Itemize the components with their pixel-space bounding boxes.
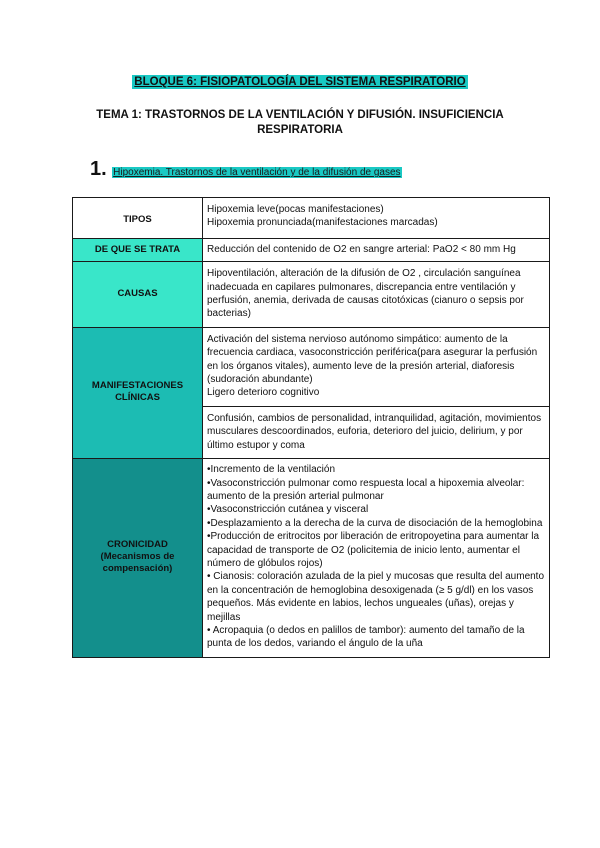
cronicidad-item: •Desplazamiento a la derecha de la curva de disociación de la hemoglobina bbox=[207, 517, 543, 529]
label-que-se-trata bbox=[73, 238, 203, 261]
cronicidad-item: •Vasoconstricción cutánea y visceral bbox=[207, 504, 369, 516]
label-manifestaciones-line1: MANIFESTACIONES bbox=[91, 380, 184, 392]
label-cronicidad-line2: (Mecanismos de bbox=[100, 551, 175, 563]
label-que-se-trata-text: DE QUE SE TRATA bbox=[94, 243, 181, 255]
label-causas bbox=[73, 262, 203, 328]
cell-manifestaciones-simpatico bbox=[203, 327, 550, 406]
block-heading bbox=[0, 72, 600, 90]
manifestaciones-text: Activación del sistema nervioso autónomo simpático: aumento de la frecuencia cardiaca, vasoconstricción periférica(para asegurar la perfusión en los órganos vitales), aumento leve de la presión arterial, diaforesis (sudoración abundante) bbox=[207, 333, 538, 386]
cronicidad-item: •Vasoconstricción pulmonar como respuesta local a hipoxemia alveolar: aumento de la presión arterial pulmonar bbox=[207, 477, 525, 502]
row-tipos bbox=[73, 198, 550, 239]
label-tipos bbox=[73, 198, 203, 239]
topic-heading bbox=[70, 108, 530, 138]
cronicidad-item: • Cianosis: coloración azulada de la piel y mucosas que resulta del aumento en la concentración de hemoglobina desoxigenada (≥ 5 g/dl) en los vasos pequeños. Más evidente en labios, lechos ungueales (uñas), orejas y mejillas bbox=[207, 571, 545, 623]
summary-table bbox=[72, 197, 550, 658]
section-heading bbox=[90, 158, 402, 181]
row-que-se-trata bbox=[73, 238, 550, 261]
cronicidad-item: •Incremento de la ventilación bbox=[207, 464, 336, 476]
label-tipos-text: TIPOS bbox=[123, 214, 152, 226]
cell-manifestaciones-neuro bbox=[203, 406, 550, 458]
tipos-line: Hipoxemia leve(pocas manifestaciones) bbox=[207, 204, 384, 215]
cronicidad-item: • Acropaquia (o dedos en palillos de tambor): aumento del tamaño de la punta de los dedos, variando el ángulo de la uña bbox=[207, 624, 525, 650]
row-cronicidad bbox=[73, 459, 550, 658]
cell-tipos bbox=[203, 198, 550, 239]
section-title: Hipoxemia. Trastornos de la ventilación y de la difusión de gases bbox=[113, 167, 401, 178]
manifestaciones-extra: Ligero deterioro cognitivo bbox=[207, 387, 320, 399]
tipos-line: Hipoxemia pronunciada(manifestaciones marcadas) bbox=[207, 217, 438, 229]
label-cronicidad-line1: CRONICIDAD bbox=[107, 539, 168, 551]
block-title: BLOQUE 6: FISIOPATOLOGÍA DEL SISTEMA RESPIRATORIO bbox=[134, 76, 466, 88]
cronicidad-item: •Producción de eritrocitos por liberación de eritropoyetina para aumentar la capacidad de transporte de O2 (policitemia de inicio lento, aumentar el número de glóbulos rojos) bbox=[207, 531, 540, 569]
label-cronicidad bbox=[73, 459, 203, 658]
cell-cronicidad bbox=[203, 459, 550, 658]
topic-title-line1: TEMA 1: TRASTORNOS DE LA VENTILACIÓN Y DIFUSIÓN. INSUFICIENCIA bbox=[96, 109, 504, 121]
manifestaciones-neuro-text: Confusión, cambios de personalidad, intranquilidad, agitación, movimientos musculares descoordinados, euforia, deterioro del juicio, delirium, y por último estupor y coma bbox=[207, 412, 542, 451]
label-manifestaciones-line2: CLÍNICAS bbox=[115, 392, 160, 404]
row-manifestaciones-1 bbox=[73, 327, 550, 406]
que-se-trata-text: Reducción del contenido de O2 en sangre arterial: PaO2 < 80 mm Hg bbox=[207, 243, 516, 255]
cell-que-se-trata bbox=[203, 238, 550, 261]
label-causas-text: CAUSAS bbox=[117, 288, 158, 300]
section-number: 1. bbox=[90, 158, 107, 180]
row-causas bbox=[73, 262, 550, 328]
causas-text: Hipoventilación, alteración de la difusión de O2 , circulación sanguínea inadecuada en capilares pulmonares, discrepancia entre ventilación y perfusión, anemia, derivada de causas citotóxicas (cianuro o sepsis por bacterias) bbox=[207, 268, 524, 320]
label-manifestaciones bbox=[73, 327, 203, 458]
cell-causas bbox=[203, 262, 550, 328]
topic-title-line2: RESPIRATORIA bbox=[257, 124, 343, 136]
label-cronicidad-line3: compensación) bbox=[102, 563, 173, 575]
